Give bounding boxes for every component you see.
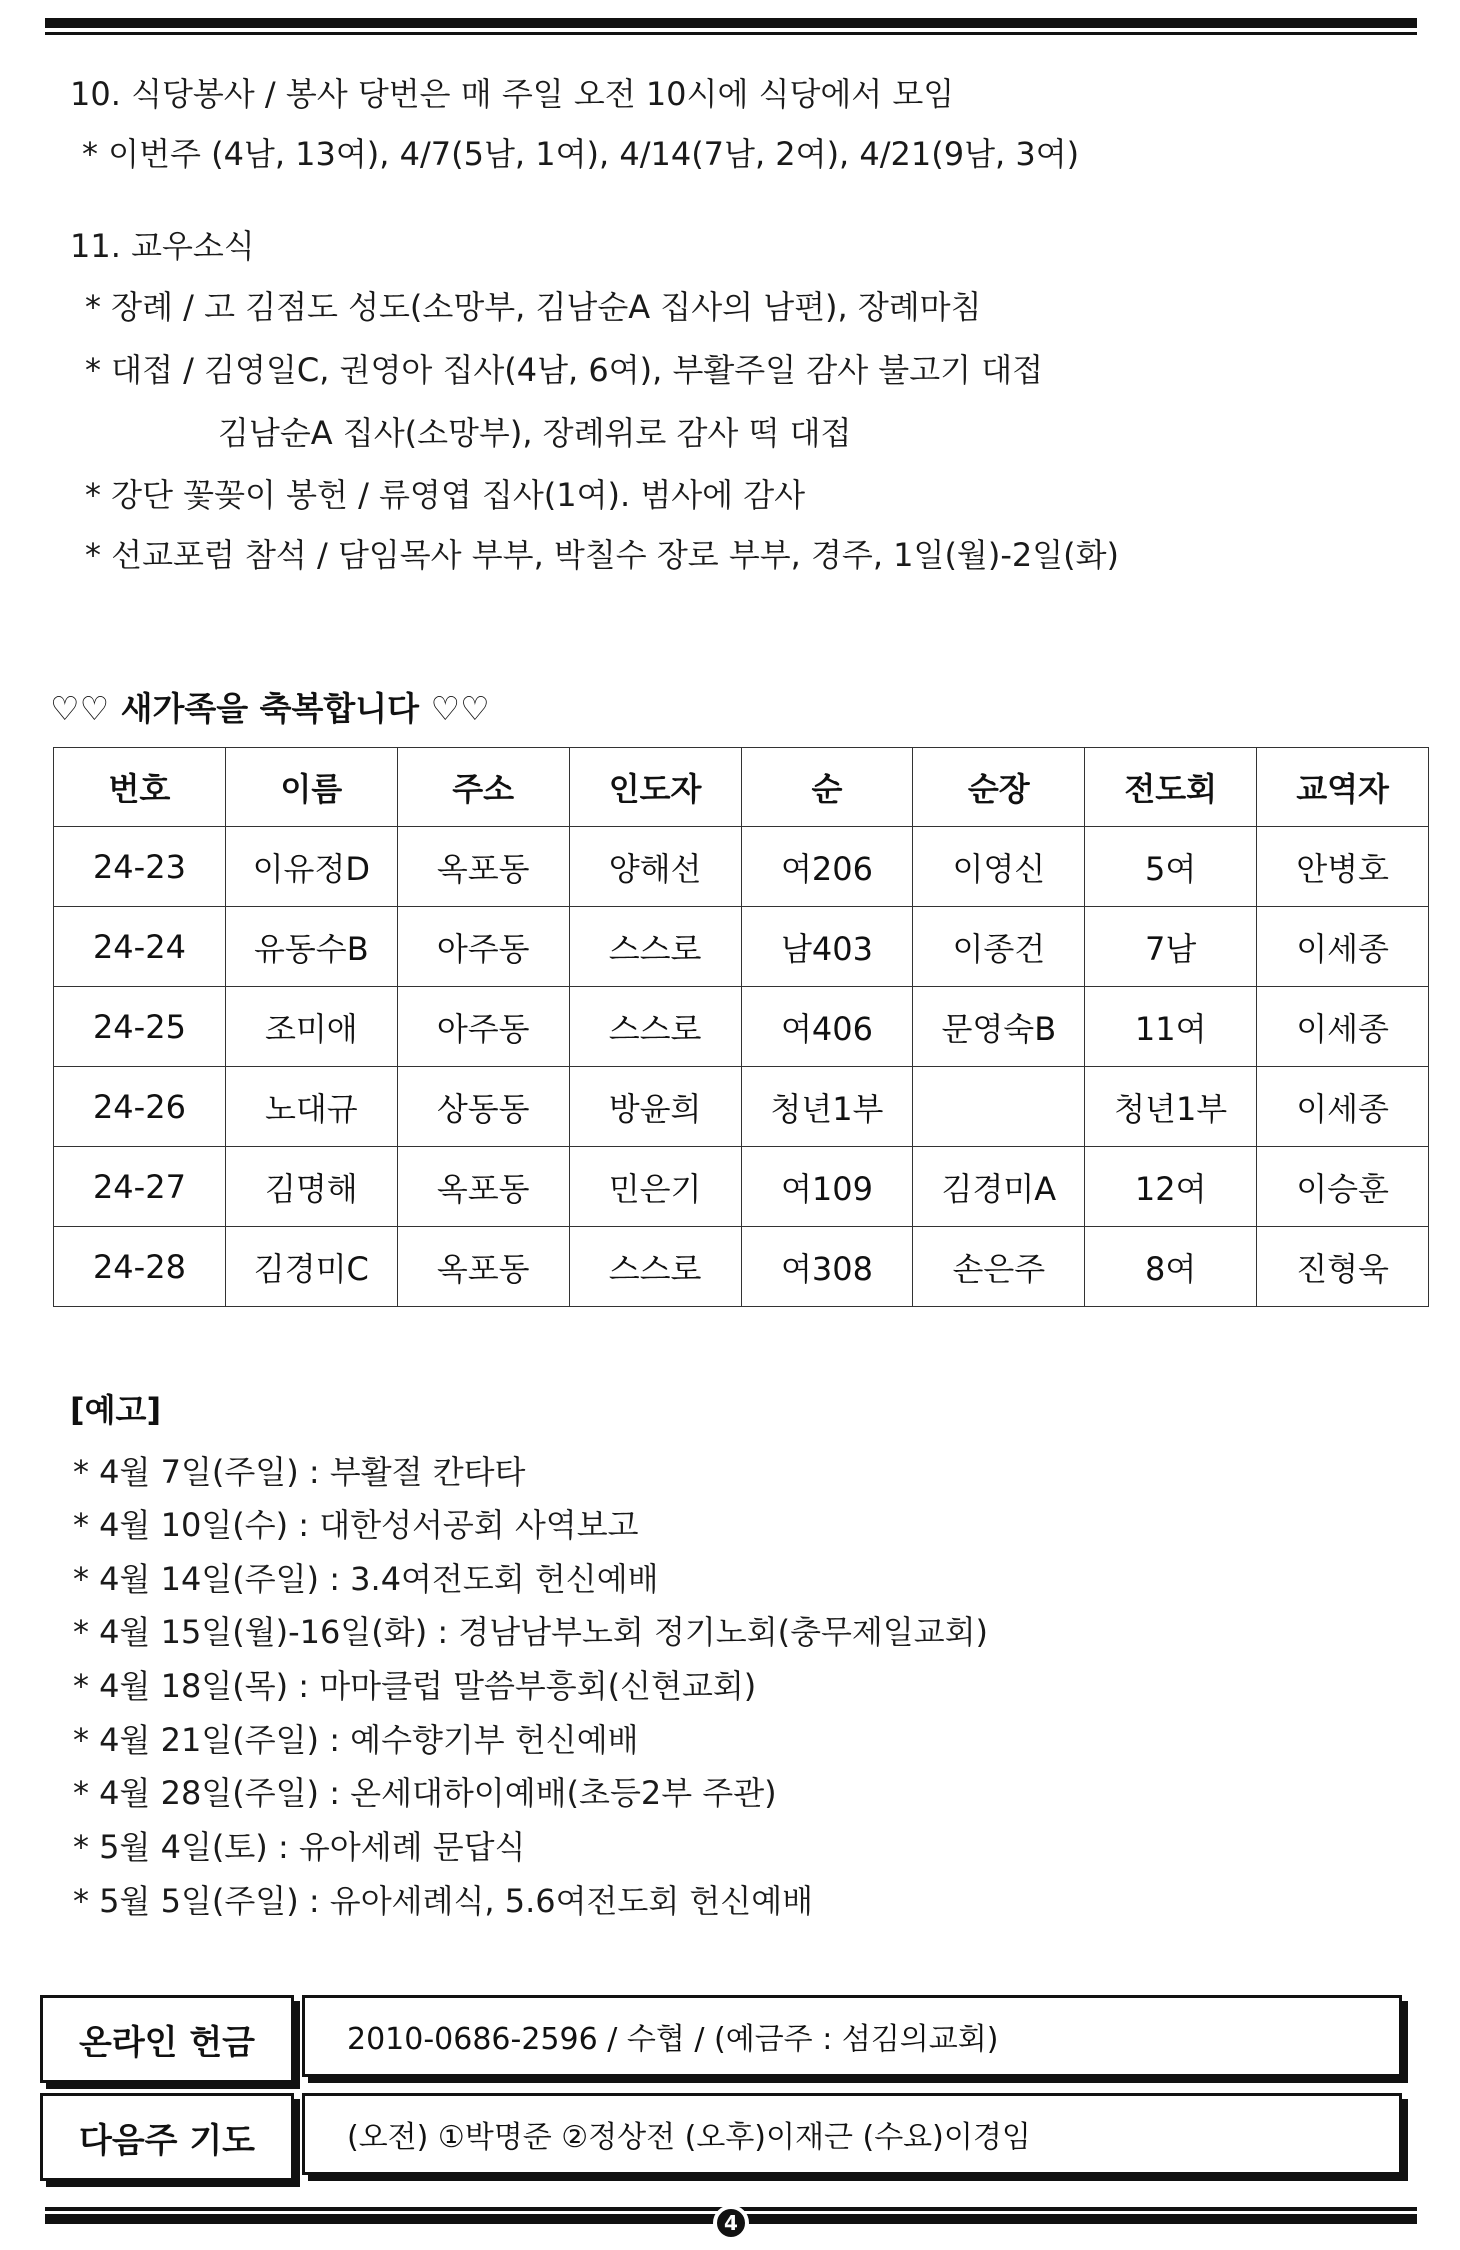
table-cell: 아주동 — [397, 987, 569, 1067]
section-11-title: 11. 교우소식 — [70, 227, 255, 265]
new-family-heading: ♡♡ 새가족을 축복합니다 ♡♡ — [50, 689, 490, 728]
table-cell: 안병호 — [1257, 827, 1429, 907]
table-cell: 양해선 — [569, 827, 741, 907]
news-item-treat: * 대접 / 김영일C, 권영아 집사(4남, 6여), 부활주일 감사 불고기 대접 — [85, 351, 1044, 389]
table-cell: 김경미C — [225, 1227, 397, 1307]
table-cell: 옥포동 — [397, 1227, 569, 1307]
table-cell: 상동동 — [397, 1067, 569, 1147]
notice-item: * 5월 5일(주일) : 유아세례식, 5.6여전도회 헌신예배 — [73, 1882, 814, 1920]
table-cell: 24-25 — [54, 987, 226, 1067]
table-cell: 여109 — [741, 1147, 913, 1227]
col-header-number: 번호 — [54, 748, 226, 827]
table-cell: 유동수B — [225, 907, 397, 987]
table-cell: 손은주 — [913, 1227, 1085, 1307]
table-cell: 아주동 — [397, 907, 569, 987]
table-cell: 이종건 — [913, 907, 1085, 987]
next-week-prayer-names: (오전) ①박명준 ②정상전 (오후)이재근 (수요)이경임 — [302, 2093, 1402, 2175]
notices-title: [예고] — [70, 1391, 162, 1429]
table-cell: 옥포동 — [397, 1147, 569, 1227]
online-offering-account: 2010-0686-2596 / 수협 / (예금주 : 섬김의교회) — [302, 1995, 1402, 2077]
notice-item: * 4월 10일(수) : 대한성서공회 사역보고 — [73, 1506, 639, 1544]
table-row — [54, 1067, 1429, 1147]
table-row — [54, 1227, 1429, 1307]
col-header-name: 이름 — [225, 748, 397, 827]
top-border — [45, 18, 1417, 36]
table-cell — [913, 1067, 1085, 1147]
bottom-border — [45, 2207, 1417, 2235]
table-cell: 24-27 — [54, 1147, 226, 1227]
next-week-prayer-label: 다음주 기도 — [40, 2093, 294, 2181]
table-cell: 옥포동 — [397, 827, 569, 907]
notice-item: * 4월 15일(월)-16일(화) : 경남남부노회 정기노회(충무제일교회) — [73, 1613, 989, 1651]
news-item-treat-cont: 김남순A 집사(소망부), 장례위로 감사 떡 대접 — [218, 414, 852, 452]
table-cell: 김명해 — [225, 1147, 397, 1227]
notice-item: * 4월 7일(주일) : 부활절 칸타타 — [73, 1453, 526, 1491]
table-cell: 이영신 — [913, 827, 1085, 907]
news-item-flowers: * 강단 꽃꽂이 봉헌 / 류영엽 집사(1여). 범사에 감사 — [85, 476, 806, 514]
table-row — [54, 987, 1429, 1067]
table-row — [54, 907, 1429, 987]
section-10-title: 10. 식당봉사 / 봉사 당번은 매 주일 오전 10시에 식당에서 모임 — [70, 75, 955, 113]
news-item-funeral: * 장례 / 고 김점도 성도(소망부, 김남순A 집사의 남편), 장례마침 — [85, 288, 982, 326]
online-offering-row — [40, 1995, 1420, 2085]
table-cell: 문영숙B — [913, 987, 1085, 1067]
news-item-forum: * 선교포럼 참석 / 담임목사 부부, 박칠수 장로 부부, 경주, 1일(월)-2일(화) — [85, 536, 1120, 574]
table-cell: 여206 — [741, 827, 913, 907]
table-cell: 진형욱 — [1257, 1227, 1429, 1307]
table-row — [54, 827, 1429, 907]
table-cell: 5여 — [1085, 827, 1257, 907]
page-number: 4 — [713, 2205, 749, 2241]
col-header-pastor: 교역자 — [1257, 748, 1429, 827]
table-cell: 여308 — [741, 1227, 913, 1307]
section-10-detail: * 이번주 (4남, 13여), 4/7(5남, 1여), 4/14(7남, 2여), 4/21(9남, 3여) — [82, 135, 1080, 173]
table-cell: 스스로 — [569, 987, 741, 1067]
table-cell: 이세종 — [1257, 1067, 1429, 1147]
table-cell: 8여 — [1085, 1227, 1257, 1307]
table-cell: 24-28 — [54, 1227, 226, 1307]
table-cell: 청년1부 — [741, 1067, 913, 1147]
table-cell: 24-24 — [54, 907, 226, 987]
next-week-prayer-row — [40, 2093, 1420, 2183]
table-cell: 이세종 — [1257, 907, 1429, 987]
table-cell: 조미애 — [225, 987, 397, 1067]
col-header-leader: 순장 — [913, 748, 1085, 827]
col-header-mission: 전도회 — [1085, 748, 1257, 827]
table-cell: 여406 — [741, 987, 913, 1067]
table-cell: 이승훈 — [1257, 1147, 1429, 1227]
table-cell: 12여 — [1085, 1147, 1257, 1227]
notice-item: * 4월 18일(목) : 마마클럽 말씀부흥회(신현교회) — [73, 1667, 757, 1705]
notice-item: * 4월 14일(주일) : 3.4여전도회 헌신예배 — [73, 1560, 659, 1598]
table-cell: 이유정D — [225, 827, 397, 907]
col-header-group: 순 — [741, 748, 913, 827]
online-offering-label: 온라인 헌금 — [40, 1995, 294, 2083]
table-cell: 노대규 — [225, 1067, 397, 1147]
notice-item: * 4월 28일(주일) : 온세대하이예배(초등2부 주관) — [73, 1774, 777, 1812]
table-row — [54, 1147, 1429, 1227]
table-cell: 청년1부 — [1085, 1067, 1257, 1147]
table-header-row — [54, 748, 1429, 827]
table-cell: 7남 — [1085, 907, 1257, 987]
notice-item: * 4월 21일(주일) : 예수향기부 헌신예배 — [73, 1721, 639, 1759]
table-cell: 스스로 — [569, 907, 741, 987]
new-family-table — [53, 747, 1429, 1307]
table-cell: 남403 — [741, 907, 913, 987]
table-cell: 이세종 — [1257, 987, 1429, 1067]
table-cell: 방윤희 — [569, 1067, 741, 1147]
table-cell: 24-23 — [54, 827, 226, 907]
table-cell: 11여 — [1085, 987, 1257, 1067]
table-cell: 24-26 — [54, 1067, 226, 1147]
table-cell: 스스로 — [569, 1227, 741, 1307]
col-header-guide: 인도자 — [569, 748, 741, 827]
col-header-address: 주소 — [397, 748, 569, 827]
table-cell: 김경미A — [913, 1147, 1085, 1227]
notice-item: * 5월 4일(토) : 유아세례 문답식 — [73, 1828, 526, 1866]
table-cell: 민은기 — [569, 1147, 741, 1227]
